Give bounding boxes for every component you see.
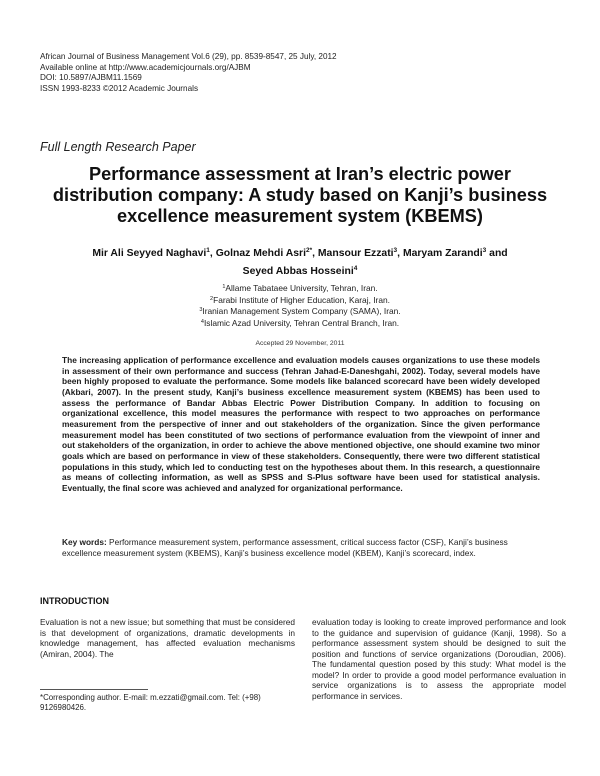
- journal-header: [40, 52, 560, 94]
- journal-issn: ISSN 1993-8233 ©2012 Academic Journals: [40, 83, 199, 93]
- author-affiliation-mark: 4: [353, 264, 358, 272]
- affiliation-number: 3: [199, 307, 203, 314]
- affiliation-list: [40, 282, 560, 328]
- introduction-heading: INTRODUCTION: [40, 596, 109, 606]
- paper-type: Full Length Research Paper: [40, 140, 196, 154]
- author-separator: ,: [397, 248, 403, 259]
- author-name: Mir Ali Seyyed Naghavi: [92, 248, 207, 259]
- affiliation-text: Iranian Management System Company (SAMA), Iran.: [202, 306, 401, 317]
- footnote-divider: [40, 689, 148, 690]
- abstract: The increasing application of performance excellence and evaluation models causes organizations to use these models in assessment of their own performance and success (Tehran Jahad-E-Daneshgahi, 2002). Today, several models have been highly proposed to evaluate the performance. Some models like balanced scorecard have been widely developed (Akbari, 2007). In the present study, Kanji’s business excellence measurement system (KBEMS) has been used to assess the performance of Bandar Abbas Electric Power Distribution Company. In addition to focusing on organizational excellence, this model measures the performance with respect to two approaches on performance measurement from the perspective of inner and out stakeholders of the organization. Since the given performance measurement model has been constituted of two sections of performance evaluation from the viewpoint of inner and out stakeholders of the organization, in order to achieve the above mentioned objective, one should examine two minor goals which are based on performance in view of these stakeholders. Consequently, there were two different statistical populations in this study, which led to conducting test on the hypotheses about them. In this research, a questionnaire as means of collecting information, as well as SPSS and S-Plus software have been used for statistical analysis. Eventually, the final score was achieved and analyzed for organizational performance.: [62, 355, 540, 493]
- paper-title: Performance assessment at Iran’s electric power distribution company: A study based on Kanji’s business excellence measurement system (KBEMS): [52, 164, 548, 227]
- author-name: Golnaz Mehdi Asri: [215, 248, 306, 259]
- affiliation-item: [40, 282, 560, 294]
- author-name: Seyed Abbas Hosseini: [242, 265, 354, 277]
- author-separator: and: [486, 248, 508, 259]
- journal-citation: African Journal of Business Management Vol.6 (29), pp. 8539-8547, 25 July, 2012: [40, 52, 337, 61]
- accepted-date: Accepted 29 November, 2011: [255, 340, 345, 347]
- journal-doi: DOI: 10.5897/AJBM11.1569: [40, 73, 142, 83]
- affiliation-text: Farabi Institute of Higher Education, Karaj, Iran.: [213, 294, 390, 305]
- author-list: [40, 244, 560, 279]
- author-separator: ,: [312, 248, 318, 259]
- author-name: Maryam Zarandi: [402, 248, 483, 259]
- author-affiliation-mark: 3: [482, 247, 487, 254]
- affiliation-text: Allame Tabataee University, Tehran, Iran.: [225, 283, 378, 293]
- author-name: Mansour Ezzati: [317, 248, 394, 259]
- keywords: [62, 537, 540, 558]
- introduction-left-column: Evaluation is not a new issue; but something that must be considered is that development of organizations, dramatic developments in knowledge management, has affected evaluation mechanisms (Amiran, 2004). The: [40, 617, 295, 659]
- keywords-text: Performance measurement system, performance assessment, critical success factor (CSF), Kanji’s business excellence measurement system (KBEMS), Kanji’s business excellence model (KBEM), Kanji’s scorecard, index.: [62, 537, 508, 558]
- author-affiliation-mark: 1: [206, 247, 210, 254]
- corresponding-author-footnote: *Corresponding author. E-mail: m.ezzati@gmail.com. Tel: (+98) 9126980426.: [40, 693, 261, 713]
- author-separator: ,: [209, 248, 216, 259]
- affiliation-number: 4: [200, 318, 204, 325]
- affiliation-item: [40, 305, 560, 317]
- journal-availability: Available online at http://www.academicjournals.org/AJBM: [40, 62, 251, 72]
- affiliation-item: [40, 317, 560, 329]
- affiliation-text: Islamic Azad University, Tehran Central Branch, Iran.: [203, 317, 400, 328]
- affiliation-item: [40, 294, 560, 306]
- keywords-label: Key words:: [62, 537, 107, 547]
- introduction-right-column: evaluation today is looking to create improved performance and look to the guidance and supervision of guidance (Kanji, 1998). So a performance assessment system should be designed to suit the position and functions of service organizations (Doroudian, 2006). The fundamental question posed by this study: What model is the model? In order to provide a good model performance evaluation in service organizations is to assess the appropriate model performance in services.: [312, 617, 566, 701]
- author-affiliation-mark: 3: [393, 247, 398, 254]
- author-affiliation-mark: 2*: [305, 247, 313, 254]
- affiliation-number: 1: [222, 284, 226, 290]
- affiliation-number: 2: [210, 295, 214, 302]
